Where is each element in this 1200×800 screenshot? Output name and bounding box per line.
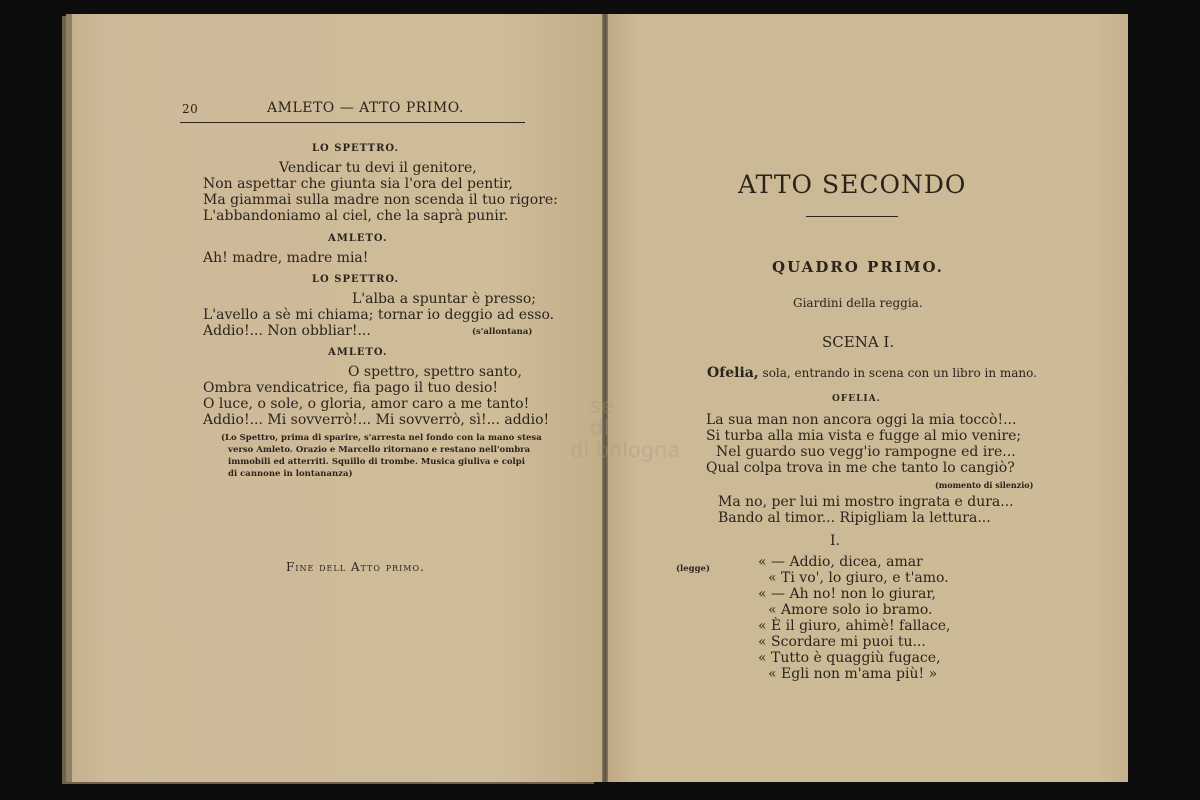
page-number: 20 [182, 102, 199, 116]
end-of-act-note: Fine dell Atto primo. [286, 560, 425, 574]
song-line: « Amore solo io bramo. [768, 602, 933, 618]
song-line: « Scordare mi puoi tu... [758, 634, 926, 650]
song-line: « Egli non m'ama più! » [768, 666, 938, 682]
verse-line: Non aspettar che giunta sia l'ora del pentir, [203, 176, 514, 192]
verse-line: L'abbandoniamo al ciel, che la saprà punir. [203, 208, 509, 224]
verse-line: Addio!... Non obbliar!... [203, 323, 371, 339]
verse-line: O luce, o sole, o gloria, amor caro a me tanto! [203, 396, 530, 412]
watermark-line: di bologna [570, 438, 681, 462]
verse-line: L'alba a spuntar è presso; [352, 291, 537, 307]
verse-line: Ombra vendicatrice, fia pago il tuo desio! [203, 380, 499, 396]
verse-line: Ma no, per lui mi mostro ingrata e dura... [718, 494, 1014, 510]
entry-direction [707, 365, 1037, 381]
verse-line: Ah! madre, madre mia! [203, 250, 369, 266]
stage-direction-line: immobili ed atterriti. Squillo di trombe. Musica giuliva e colpi [228, 457, 525, 467]
speaker-ofelia: OFELIA. [832, 394, 881, 404]
title-rule [806, 216, 898, 217]
verse-line: L'avello a sè mi chiama; tornar io deggio ad esso. [203, 307, 555, 323]
verse-line: La sua man non ancora oggi la mia toccò!... [706, 412, 1017, 428]
act-title: ATTO SECONDO [738, 170, 967, 199]
verse-line: Qual colpa trova in me che tanto lo cangiò? [706, 460, 1015, 476]
scene-heading: SCENA I. [822, 333, 895, 351]
watermark-line: dl [590, 416, 610, 440]
entry-text: sola, entrando in scena con un libro in mano. [762, 366, 1037, 380]
watermark-line: se [590, 394, 614, 418]
song-line: « Tutto è quaggiù fugace, [758, 650, 941, 666]
song-line: « Ti vo', lo giuro, e t'amo. [768, 570, 949, 586]
stage-direction-line: verso Amleto. Orazio e Marcello ritornano e restano nell'ombra [228, 445, 531, 455]
stage-direction: (legge) [676, 564, 710, 574]
stage-direction-line: (Lo Spettro, prima di sparire, s'arresta nel fondo con la mano stesa [221, 433, 542, 443]
speaker-amleto-2: AMLETO. [328, 347, 388, 358]
speaker-amleto-1: AMLETO. [328, 233, 388, 244]
verse-line: Si turba alla mia vista e fugge al mio venire; [706, 428, 1022, 444]
stage-direction: (momento di silenzio) [935, 480, 1034, 490]
song-line: « È il giuro, ahimè! fallace, [758, 618, 951, 634]
stage-direction-line: di cannone in lontananza) [228, 469, 353, 479]
speaker-spettro-1: LO SPETTRO. [312, 143, 400, 154]
header-rule [180, 122, 525, 123]
library-watermark [540, 395, 680, 461]
running-head: AMLETO — ATTO PRIMO. [267, 100, 464, 116]
verse-line: Vendicar tu devi il genitore, [279, 160, 477, 176]
verse-line: Addio!... Mi sovverrò!... Mi sovverrò, sì!... addio! [203, 412, 550, 428]
speaker-spettro-2: LO SPETTRO. [312, 274, 400, 285]
entry-name: Ofelia, [707, 365, 759, 381]
setting-note: Giardini della reggia. [793, 296, 923, 310]
song-line: « — Addio, dicea, amar [758, 554, 923, 570]
verse-line: Nel guardo suo vegg'io rampogne ed ire... [716, 444, 1016, 460]
verse-line: O spettro, spettro santo, [348, 364, 522, 380]
quadro-heading: QUADRO PRIMO. [772, 258, 944, 276]
song-section-number: I. [830, 533, 840, 549]
song-line: « — Ah no! non lo giurar, [758, 586, 936, 602]
stage-direction: (s'allontana) [472, 327, 533, 337]
verse-line: Ma giammai sulla madre non scenda il tuo rigore: [203, 192, 558, 208]
verse-line: Bando al timor... Ripigliam la lettura... [718, 510, 991, 526]
